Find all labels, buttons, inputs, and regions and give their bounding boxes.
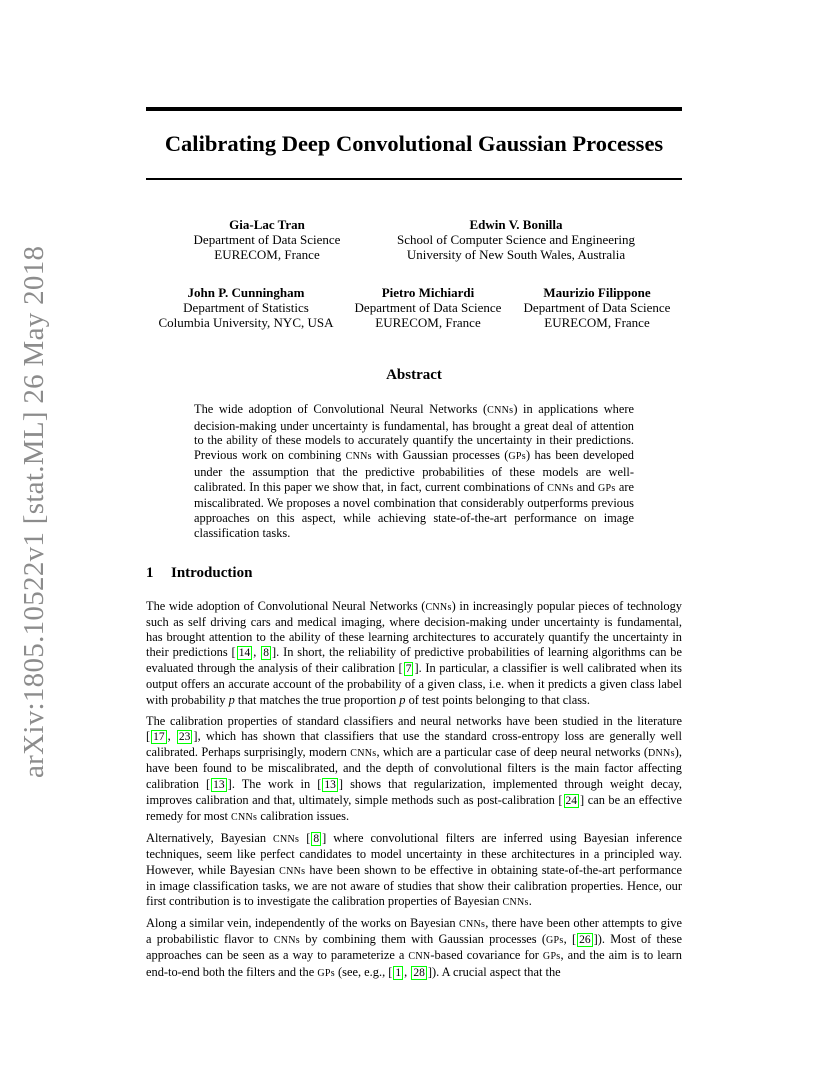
section-heading <box>146 565 252 582</box>
citation-link[interactable]: 7 <box>405 663 412 676</box>
author-department: Department of Data Science <box>354 300 502 315</box>
citation-link[interactable]: 13 <box>213 778 225 791</box>
author-affiliation: EURECOM, France <box>214 247 320 262</box>
paragraph: The calibration properties of standard classifiers and neural networks have been studied in the literature [ 17 , 23 ], which has shown that classifiers that use the standard cross-entropy loss are generally well calibrated. Perhaps surprisingly, modern CNNs, which are a particular case of deep neural networks (DNNs), have been found to be miscalibrated, and the depth of convolutional filters is the main factor affecting calibration [ 13 ]. The work in [ 13 ] shows that regularization, implemented through weight decay, improves calibration and that, ultimately, simple methods such as post-calibration [ 24 ] can be an effective remedy for most CNNs calibration issues. <box>146 714 682 823</box>
section-number: 1 <box>146 565 154 581</box>
author-block <box>146 285 346 330</box>
author-affiliation: EURECOM, France <box>375 315 481 330</box>
abstract-text: The wide adoption of Convolutional Neural Networks (CNNs) in applications where decision-making under uncertainty is fundamental, has brought a great deal of attention to the ability of these models to accurately quantify the uncertainty in their predictions. Previous work on combining CNNs with Gaussian processes (GPs) has been developed under the assumption that the predictive probabilities of these models are well-calibrated. In this paper we show that, in fact, current combinations of CNNs and GPs are miscalibrated. We proposes a novel combination that considerably outperforms previous approaches on this aspect, while achieving state-of-the-art performance on image classification tasks. <box>194 402 634 540</box>
citation-link[interactable]: 23 <box>178 731 191 744</box>
abstract-heading: Abstract <box>386 367 442 383</box>
arxiv-identifier: arXiv:1805.10522v1 [stat.ML] 26 May 2018 <box>18 245 50 778</box>
paragraph: The wide adoption of Convolutional Neural Networks (CNNs) in increasingly popular pieces of technology such as self driving cars and medical imaging, where decision-making under uncertainty is fundamental, has brought attention to the ability of these learning architectures to accurately quantify the uncertainty in their predictions [ 14 , 8 ]. In short, the reliability of predictive probabilities of learning algorithms can be evaluated through the analysis of their calibration [ 7 ]. In particular, a classifier is well calibrated when its output offers an accurate account of the probability of a given class, i.e. when it predicts a given class label with probability p that matches the true proportion p of test points belonging to that class. <box>146 599 683 707</box>
citation-link[interactable]: 14 <box>238 647 251 660</box>
author-department: Department of Statistics <box>183 300 309 315</box>
author-block <box>348 285 508 330</box>
author-block <box>380 217 652 262</box>
author-affiliation: Columbia University, NYC, USA <box>158 315 334 330</box>
author-name: Gia-Lac Tran <box>229 217 305 232</box>
author-affiliation: EURECOM, France <box>544 315 650 330</box>
title-top-rule <box>146 107 682 111</box>
author-department: Department of Data Science <box>523 300 671 315</box>
citation-link[interactable]: 17 <box>153 731 165 744</box>
section-title: Introduction <box>171 565 253 581</box>
author-name: John P. Cunningham <box>187 285 305 300</box>
paragraph: Alternatively, Bayesian CNNs [ 8 ] where convolutional filters are inferred using Bayesian inference techniques, seem like perfect candidates to model uncertainty in these architectures in a principled way. However, while Bayesian CNNs have been shown to be effective in obtaining state-of-the-art performance in image classification tasks, we are not aware of studies that show their calibration properties. Hence, our first contribution is to investigate the calibration properties of Bayesian CNNs. <box>146 831 683 908</box>
author-block <box>167 217 367 262</box>
author-affiliation: University of New South Wales, Australia <box>406 247 626 262</box>
citation-link[interactable]: 24 <box>565 794 578 807</box>
citation-link[interactable]: 13 <box>324 778 336 791</box>
author-department: School of Computer Science and Engineering <box>397 232 635 247</box>
citation-link[interactable]: 8 <box>313 833 320 846</box>
title-bottom-rule <box>146 178 682 180</box>
introduction-body <box>146 599 682 987</box>
citation-link[interactable]: 26 <box>579 934 591 947</box>
author-name: Pietro Michiardi <box>381 285 475 300</box>
paragraph: Along a similar vein, independently of the works on Bayesian CNNs, there have been other attempts to give a probabilistic flavor to CNNs by combining them with Gaussian processes (GPs, [ 26 ]). Most of these approaches can be seen as a way to parameterize a CNN-based covariance for GPs, and the aim is to learn end-to-end both the filters and the GPs (see, e.g., [ 1 , 28 ]). A crucial aspect that the <box>146 916 682 979</box>
author-name: Maurizio Filippone <box>543 285 651 300</box>
author-block <box>516 285 678 330</box>
author-name: Edwin V. Bonilla <box>469 217 563 232</box>
citation-link[interactable]: 8 <box>263 647 269 660</box>
citation-link[interactable]: 1 <box>395 966 402 979</box>
paper-title: Calibrating Deep Convolutional Gaussian Processes <box>164 131 664 156</box>
author-department: Department of Data Science <box>193 232 341 247</box>
citation-link[interactable]: 28 <box>413 966 425 979</box>
